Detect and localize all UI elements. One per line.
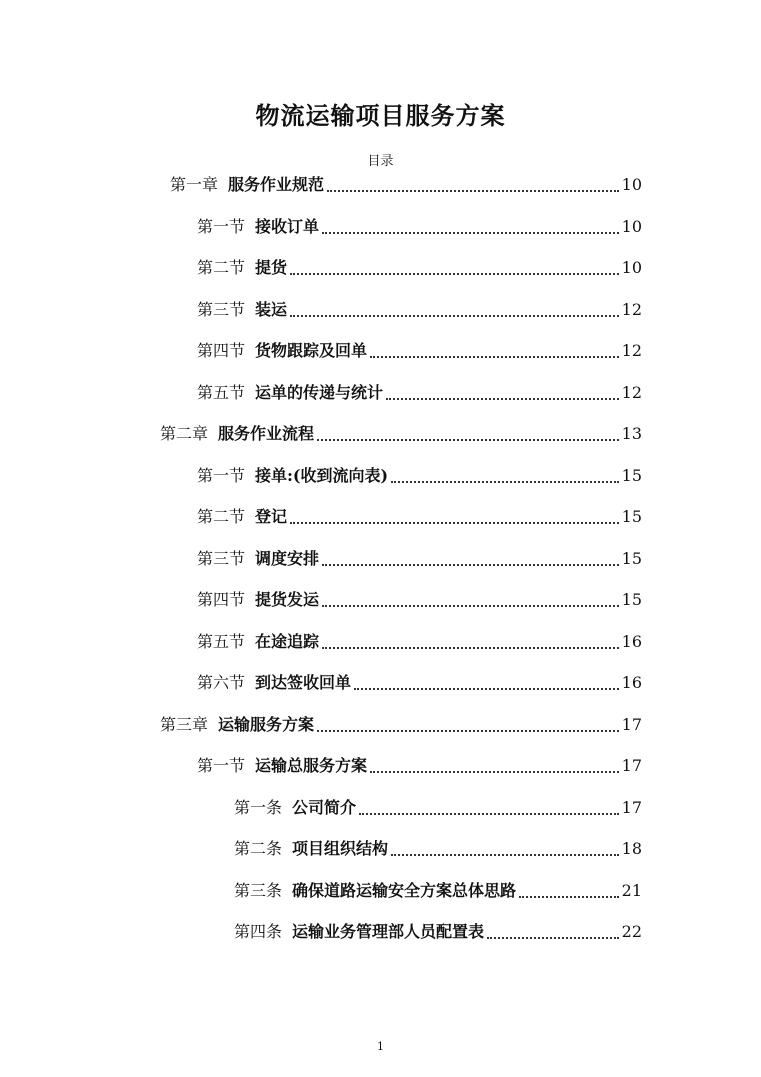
toc-entry[interactable]	[160, 712, 642, 738]
toc-entry-title: 提货发运	[255, 590, 320, 609]
toc-leader-dots	[317, 438, 619, 441]
toc-leader-dots	[391, 853, 619, 856]
toc-leader-dots	[359, 812, 619, 815]
toc-entry-number: 第五节	[197, 382, 246, 402]
toc-entry-title: 提货	[255, 258, 288, 277]
toc-entry-number: 第三节	[197, 548, 246, 568]
toc-entry-title: 登记	[255, 507, 288, 526]
toc-leader-dots	[386, 397, 619, 400]
toc-entry[interactable]	[197, 504, 642, 530]
toc-entry-number: 第四节	[197, 590, 246, 609]
toc-leader-dots	[322, 231, 619, 234]
toc-entry-number: 第一节	[197, 756, 246, 775]
toc-entry-title: 运输总服务方案	[255, 756, 368, 775]
toc-leader-dots	[370, 355, 619, 358]
toc-entry[interactable]	[234, 795, 642, 821]
toc-entry[interactable]	[234, 878, 642, 904]
toc-entry-page: 15	[621, 590, 642, 609]
toc-leader-dots	[290, 272, 619, 275]
toc-entry-page: 21	[621, 880, 642, 900]
toc-entry[interactable]	[197, 214, 642, 240]
toc-entry-number: 第一节	[197, 465, 246, 485]
toc-leader-dots	[354, 687, 619, 690]
toc-entry-page: 15	[621, 465, 642, 485]
toc-leader-dots	[322, 604, 619, 607]
toc-entry-title: 运输服务方案	[218, 714, 315, 734]
toc-entry-title: 公司简介	[292, 797, 357, 817]
toc-entry-title: 到达签收回单	[255, 673, 352, 692]
toc-entry-number: 第四节	[197, 341, 246, 360]
toc-entry-page: 18	[621, 839, 642, 858]
toc-entry[interactable]	[197, 546, 642, 572]
toc-entry[interactable]	[197, 338, 642, 364]
toc-entry[interactable]	[197, 629, 642, 655]
toc-entry-page: 12	[621, 299, 642, 319]
toc-heading: 目录	[367, 154, 394, 169]
toc-entry-title: 接收订单	[255, 216, 320, 236]
toc-entry[interactable]	[160, 421, 642, 447]
toc-entry[interactable]	[197, 753, 642, 779]
page-number: 1	[377, 1040, 384, 1053]
toc-entry[interactable]	[197, 255, 642, 281]
toc-entry[interactable]	[197, 670, 642, 696]
toc-entry-title: 在途追踪	[255, 631, 320, 651]
toc-entry-number: 第二节	[197, 258, 246, 277]
toc-entry-page: 13	[621, 424, 642, 443]
toc-entry[interactable]	[197, 297, 642, 323]
toc-entry-number: 第四条	[234, 922, 283, 941]
toc-leader-dots	[322, 563, 619, 566]
toc-entry[interactable]	[170, 172, 642, 198]
toc-leader-dots	[391, 480, 619, 483]
toc-leader-dots	[370, 770, 619, 773]
toc-entry-number: 第三章	[160, 714, 209, 734]
toc-entry-page: 17	[621, 714, 642, 734]
toc-entry[interactable]	[197, 463, 642, 489]
toc-entry-number: 第一章	[170, 175, 219, 194]
toc-entry-number: 第六节	[197, 673, 246, 692]
toc-entry-page: 22	[621, 922, 642, 941]
toc-entry-page: 12	[621, 382, 642, 402]
toc-entry-page: 10	[621, 258, 642, 277]
toc-leader-dots	[519, 895, 619, 898]
toc-entry-number: 第二条	[234, 839, 283, 858]
toc-entry-title: 调度安排	[255, 548, 320, 568]
toc-entry-page: 17	[621, 797, 642, 817]
toc-entry-title: 确保道路运输安全方案总体思路	[292, 880, 517, 900]
toc-entry-title: 接单:(收到流向表)	[255, 465, 389, 485]
toc-entry-page: 16	[621, 631, 642, 651]
toc-entry-number: 第二章	[160, 424, 209, 443]
toc-entry-title: 货物跟踪及回单	[255, 341, 368, 360]
toc-entry[interactable]	[197, 380, 642, 406]
toc-entry-page: 10	[621, 175, 642, 194]
toc-entry-title: 服务作业流程	[218, 424, 315, 443]
toc-entry-page: 15	[621, 548, 642, 568]
toc-leader-dots	[290, 314, 619, 317]
toc-entry-number: 第三节	[197, 299, 246, 319]
toc-leader-dots	[322, 646, 619, 649]
toc-leader-dots	[317, 729, 619, 732]
toc-entry[interactable]	[197, 587, 642, 613]
toc-entry-title: 服务作业规范	[228, 175, 325, 194]
toc-entry-title: 项目组织结构	[292, 839, 389, 858]
toc-entry[interactable]	[234, 919, 642, 945]
page-title: 物流运输项目服务方案	[255, 101, 506, 130]
toc-entry-title: 运输业务管理部人员配置表	[292, 922, 485, 941]
toc-entry-number: 第一条	[234, 797, 283, 817]
toc-entry-page: 12	[621, 341, 642, 360]
toc-entry-title: 装运	[255, 299, 288, 319]
toc-entry-number: 第二节	[197, 507, 246, 526]
toc-entry-number: 第五节	[197, 631, 246, 651]
toc-entry-title: 运单的传递与统计	[255, 382, 384, 402]
toc-leader-dots	[487, 936, 619, 939]
toc-entry[interactable]	[234, 836, 642, 862]
toc-leader-dots	[327, 189, 619, 192]
toc-entry-page: 16	[621, 673, 642, 692]
toc-entry-page: 10	[621, 216, 642, 236]
toc-entry-number: 第一节	[197, 216, 246, 236]
toc-entry-page: 17	[621, 756, 642, 775]
toc-entry-page: 15	[621, 507, 642, 526]
toc-leader-dots	[290, 521, 619, 524]
toc-entry-number: 第三条	[234, 880, 283, 900]
